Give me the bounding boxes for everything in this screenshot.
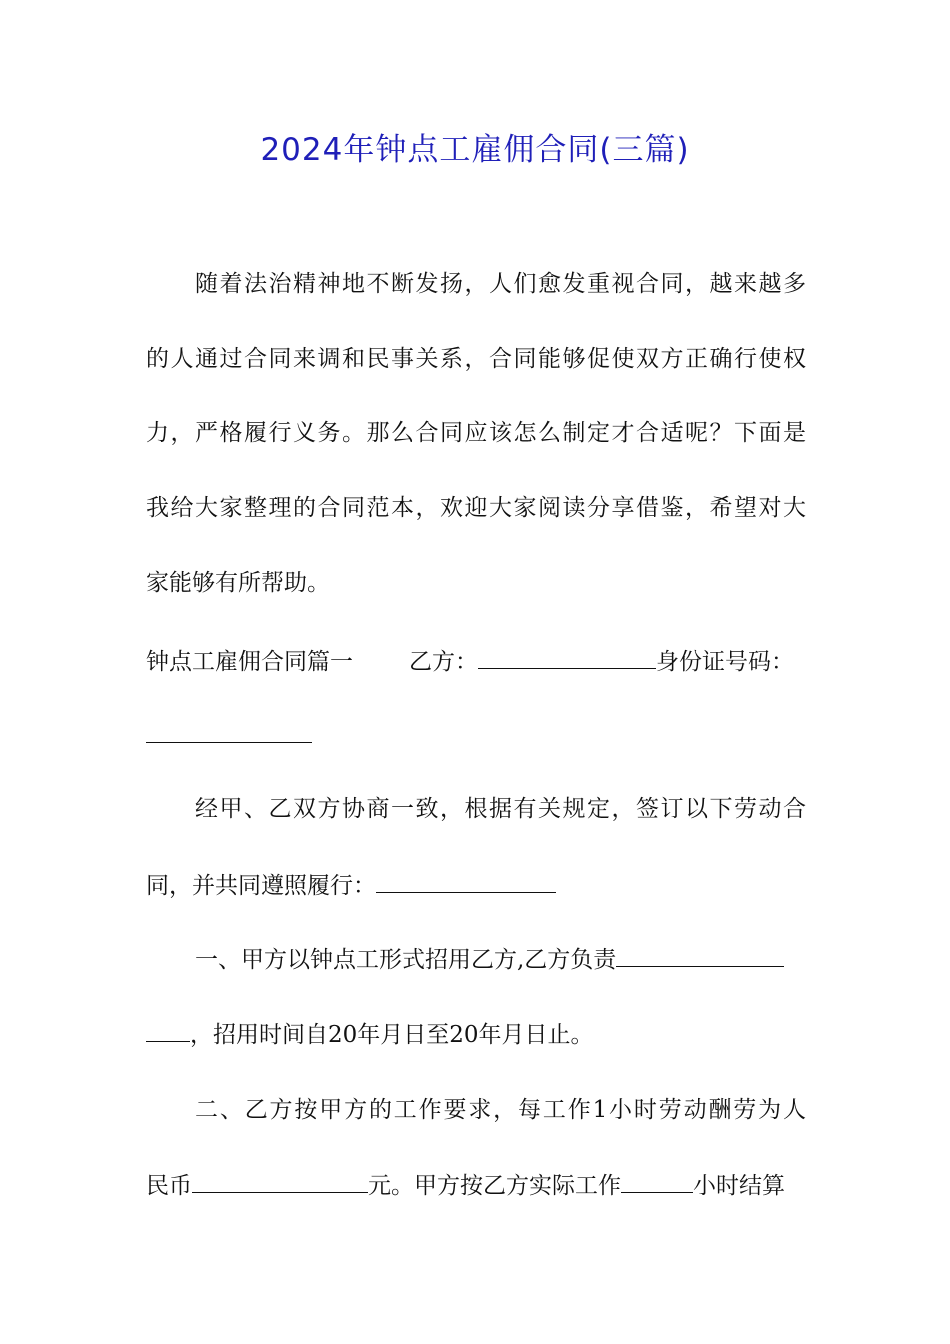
clause-1-line [195,940,806,976]
clause-2-settle: 小时结算 [693,1173,785,1199]
document-title: 2024年钟点工雇佣合同(三篇) [260,132,690,168]
intro-line: 随着法治精神地不断发扬，人们愈发重视合同，越来越多 [195,271,806,297]
clause-1-line [146,1015,806,1051]
agreement-line: 经甲、乙双方协商一致，根据有关规定，签订以下劳动合 [195,796,806,822]
id-number-label: 身份证号码： [656,649,794,675]
agreement-text: 同，并共同遵照履行： [146,873,376,899]
intro-line: 我给大家整理的合同范本，欢迎大家阅读分享借鉴，希望对大 [146,495,806,521]
intro-line: 力，严格履行义务。那么合同应该怎么制定才合适呢？下面是 [146,420,806,446]
clause-2-currency: 民币 [146,1173,192,1199]
agreement-blank [376,866,556,893]
hours-blank [621,1166,693,1193]
id-number-line [146,716,806,752]
responsibility-blank [616,940,784,967]
intro-line: 家能够有所帮助。 [146,570,330,596]
pay-amount-blank [192,1166,368,1193]
section-heading: 钟点工雇佣合同篇一 [146,649,353,675]
agreement-line [146,866,806,902]
id-number-blank [146,716,312,743]
responsibility-blank-cont [146,1015,190,1042]
intro-line: 的人通过合同来调和民事关系，合同能够促使双方正确行使权 [146,346,806,372]
party-b-label: 乙方： [409,649,478,675]
clause-2-line [146,1166,806,1202]
party-b-blank [478,642,656,669]
section-heading-line [146,642,806,678]
clause-2-line: 二、乙方按甲方的工作要求，每工作1小时劳动酬劳为人 [195,1097,806,1123]
clause-1-period-text: ，招用时间自20年月日至20年月日止。 [190,1022,594,1048]
clause-2-text: 元。甲方按乙方实际工作 [368,1173,621,1199]
clause-1-text: 一、甲方以钟点工形式招用乙方,乙方负责 [195,947,617,973]
